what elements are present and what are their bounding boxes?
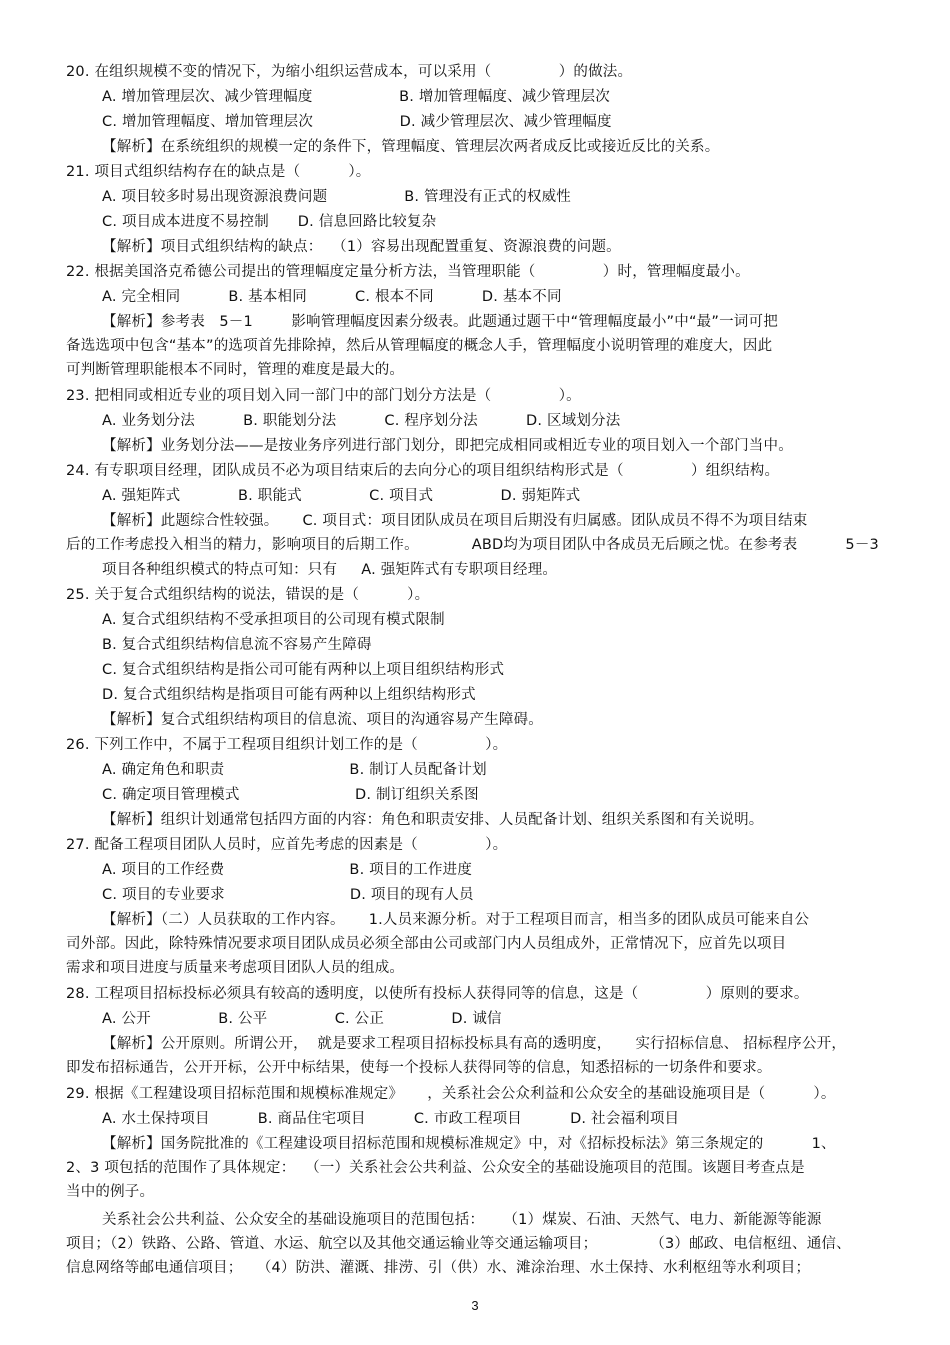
answer-options: A. 确定角色和职责 B. 制订人员配备计划 [102,762,487,778]
answer-options: C. 确定项目管理模式 D. 制订组织关系图 [102,787,479,803]
continuation-text: 可判断管理职能根本不同时，管理的难度是最大的。 [66,362,405,378]
continuation-text: 备选选项中包含“基本”的选项首先排除掉，然后从管理幅度的概念人手，管理幅度小说明管理的难度大，因此 [66,338,773,354]
continuation-text: 信息网络等邮电通信项目； （4）防洪、灌溉、排涝、引（供）水、滩涂治理、水土保持、水利枢纽等水利项目； [66,1260,811,1276]
answer-options: D. 复合式组织结构是指项目可能有两种以上组织结构形式 [102,687,476,703]
analysis-text: 【解析】参考表 5－1 影响管理幅度因素分级表。此题通过题干中“管理幅度最小”中“最”一词可把 [102,314,778,330]
question-text: 23. 把相同或相近专业的项目划入同一部门中的部门划分方法是（ ）。 [66,388,581,404]
analysis-text: 【解析】此题综合性较强。 C. 项目式：项目团队成员在项目后期没有归属感。团队成员不得不为项目结束 [102,513,808,529]
analysis-text: 【解析】组织计划通常包括四方面的内容：角色和职责安排、人员配备计划、组织关系图和有关说明。 [102,812,764,828]
answer-options: A. 复合式组织结构不受承担项目的公司现有模式限制 [102,612,445,628]
analysis-text: 【解析】在系统组织的规模一定的条件下，管理幅度、管理层次两者成反比或接近反比的关系。 [102,139,720,155]
analysis-text: 【解析】（二）人员获取的工作内容。 1.人员来源分析。对于工程项目而言，相当多的团队成员可能来自公 [102,912,810,928]
answer-options: A. 增加管理层次、减少管理幅度 B. 增加管理幅度、减少管理层次 [102,89,611,105]
answer-options: C. 复合式组织结构是指公司可能有两种以上项目组织结构形式 [102,662,505,678]
question-text: 20. 在组织规模不变的情况下，为缩小组织运营成本，可以采用（ ）的做法。 [66,64,633,80]
question-text: 21. 项目式组织结构存在的缺点是（ ）。 [66,164,371,180]
continuation-text: 司外部。因此，除特殊情况要求项目团队成员必须全部由公司或部门内人员组成外，正常情况下，应首先以项目 [66,936,787,952]
answer-options: A. 公开 B. 公平 C. 公正 D. 诚信 [102,1011,502,1027]
answer-options: A. 项目较多时易出现资源浪费问题 B. 管理没有正式的权威性 [102,189,571,205]
question-text: 29. 根据《工程建设项目招标范围和规模标准规定》 ，关系社会公众利益和公众安全的基础设施项目是（ ）。 [66,1086,836,1102]
continuation-text: 即发布招标通告，公开开标，公开中标结果，使每一个投标人获得同等的信息，知悉招标的一切条件和要求。 [66,1060,772,1076]
question-text: 25. 关于复合式组织结构的说法，错误的是（ ）。 [66,587,430,603]
question-text: 27. 配备工程项目团队人员时，应首先考虑的因素是（ ）。 [66,837,508,853]
answer-options: A. 项目的工作经费 B. 项目的工作进度 [102,862,473,878]
question-text: 22. 根据美国洛克希德公司提出的管理幅度定量分析方法，当管理职能（ ）时，管理幅度最小。 [66,264,750,280]
analysis-text: 项目各种组织模式的特点可知：只有 A. 强矩阵式有专职项目经理。 [102,562,558,578]
answer-options: A. 水土保持项目 B. 商品住宅项目 C. 市政工程项目 D. 社会福利项目 [102,1111,680,1127]
continuation-text: 需求和项目进度与质量来考虑项目团队人员的组成。 [66,960,405,976]
page-number: 3 [471,1298,479,1313]
question-text: 24. 有专职项目经理，团队成员不必为项目结束后的去向分心的项目组织结构形式是（ ）组织结构。 [66,463,780,479]
answer-options: C. 项目成本进度不易控制 D. 信息回路比较复杂 [102,214,437,230]
answer-options: A. 业务划分法 B. 职能划分法 C. 程序划分法 D. 区域划分法 [102,413,621,429]
analysis-text: 【解析】复合式组织结构项目的信息流、项目的沟通容易产生障碍。 [102,712,543,728]
answer-options: C. 项目的专业要求 D. 项目的现有人员 [102,887,474,903]
answer-options: C. 增加管理幅度、增加管理层次 D. 减少管理层次、减少管理幅度 [102,114,612,130]
answer-options: A. 强矩阵式 B. 职能式 C. 项目式 D. 弱矩阵式 [102,488,581,504]
continuation-text: 后的工作考虑投入相当的精力，影响项目的后期工作。 ABD均为项目团队中各成员无后顾之忧。在参考表 5－3 [66,537,879,553]
analysis-text: 【解析】公开原则。所谓公开， 就是要求工程项目招标投标具有高的透明度， 实行招标信息、 招标程序公开， [102,1036,847,1052]
continuation-text: 项目；（2）铁路、公路、管道、水运、航空以及其他交通运输业等交通运输项目； （3）邮政、电信枢纽、通信、 [66,1236,851,1252]
analysis-text: 关系社会公共利益、公众安全的基础设施项目的范围包括： （1）煤炭、石油、天然气、电力、新能源等能源 [102,1212,822,1228]
continuation-text: 当中的例子。 [66,1184,155,1200]
answer-options: A. 完全相同 B. 基本相同 C. 根本不同 D. 基本不同 [102,289,562,305]
question-text: 28. 工程项目招标投标必须具有较高的透明度，以使所有投标人获得同等的信息，这是（ ）原则的要求。 [66,986,809,1002]
analysis-text: 【解析】国务院批准的《工程建设项目招标范围和规模标准规定》中，对《招标投标法》第三条规定的 1、 [102,1136,836,1152]
continuation-text: 2、3 项包括的范围作了具体规定： （一）关系社会公共利益、公众安全的基础设施项目的范围。该题目考查点是 [66,1160,805,1176]
analysis-text: 【解析】业务划分法——是按业务序列进行部门划分，即把完成相同或相近专业的项目划入一个部门当中。 [102,438,793,454]
question-text: 26. 下列工作中，不属于工程项目组织计划工作的是（ ）。 [66,737,508,753]
answer-options: B. 复合式组织结构信息流不容易产生障碍 [102,637,372,653]
analysis-text: 【解析】项目式组织结构的缺点： （1）容易出现配置重复、资源浪费的问题。 [102,239,621,255]
